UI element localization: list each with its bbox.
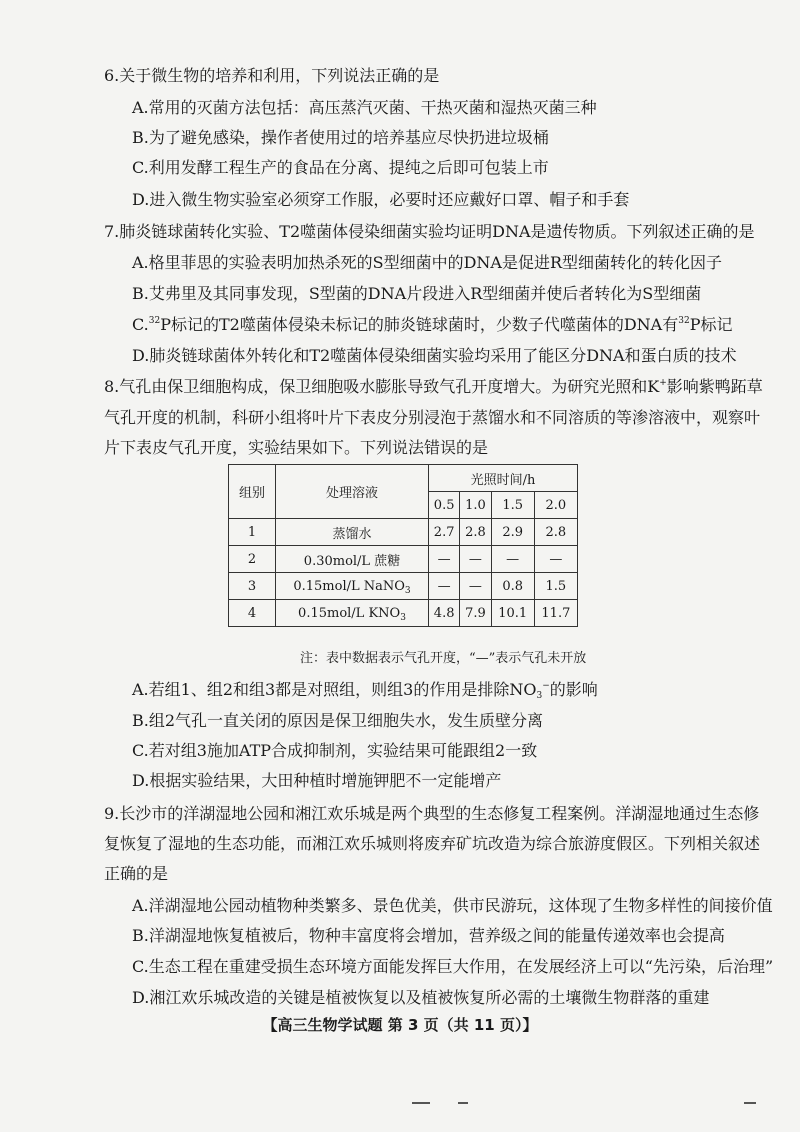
header-time-3: 2.0 [534, 492, 577, 519]
question-8-stem-line-1: 8.气孔由保卫细胞构成，保卫细胞吸水膨胀导致气孔开度增大。为研究光照和K+影响紫鸭跖草 [104, 377, 763, 396]
header-light-time: 光照时间/h [429, 465, 578, 492]
question-9-stem-line-3: 正确的是 [104, 864, 169, 883]
table-row: 2 0.30mol/L 蔗糖 — — — — [229, 546, 578, 573]
scan-mark [412, 1102, 430, 1104]
question-9-option-b: B.洋湖湿地恢复植被后，物种丰富度将会增加，营养级之间的能量传递效率也会提高 [132, 926, 725, 945]
question-9-option-c: C.生态工程在重建受损生态环境方面能发挥巨大作用，在发展经济上可以“先污染，后治理” [132, 957, 774, 976]
scan-mark [458, 1102, 468, 1104]
question-6-option-d: D.进入微生物实验室必须穿工作服，必要时还应戴好口罩、帽子和手套 [132, 190, 630, 209]
question-7-option-a: A.格里菲思的实验表明加热杀死的S型细菌中的DNA是促进R型细菌转化的转化因子 [132, 253, 723, 272]
table-row: 3 0.15mol/L NaNO$_3$ — — 0.8 1.5 [229, 573, 578, 600]
page-footer: 【高三生物学试题 第 3 页（共 11 页）】 [262, 1016, 538, 1034]
question-7-option-b: B.艾弗里及其同事发现，S型菌的DNA片段进入R型细菌并使后者转化为S型细菌 [132, 284, 702, 303]
question-9-stem-line-2: 复恢复了湿地的生态功能，而湘江欢乐城则将废弃矿坑改造为综合旅游度假区。下列相关叙述 [104, 834, 761, 853]
question-8-option-a: A.若组1、组2和组3都是对照组，则组3的作用是排除$NO_3^-$的影响 [132, 680, 598, 701]
question-8-option-d: D.根据实验结果，大田种植时增施钾肥不一定能增产 [132, 771, 502, 790]
header-time-2: 1.5 [491, 492, 534, 519]
table-row: 1 蒸馏水 2.7 2.8 2.9 2.8 [229, 519, 578, 546]
table-row: 4 0.15mol/L $KNO_3$ 4.8 7.9 10.1 11.7 [229, 600, 578, 627]
question-6-option-b: B.为了避免感染，操作者使用过的培养基应尽快扔进垃圾桶 [132, 128, 549, 147]
question-9-option-a: A.洋湖湿地公园动植物种类繁多、景色优美，供市民游玩，这体现了生物多样性的间接价值 [132, 896, 773, 915]
header-group: 组别 [229, 465, 276, 519]
question-8-stem-line-2: 气孔开度的机制，科研小组将叶片下表皮分别浸泡于蒸馏水和不同溶质的等渗溶液中，观察叶 [104, 408, 761, 427]
question-7-option-d: D.肺炎链球菌体外转化和T2噬菌体侵染细菌实验均采用了能区分DNA和蛋白质的技术 [132, 346, 737, 365]
question-8-option-b: B.组2气孔一直关闭的原因是保卫细胞失水，发生质壁分离 [132, 711, 544, 730]
header-time-0: 0.5 [429, 492, 460, 519]
stomata-results-table [228, 464, 578, 627]
question-6-option-c: C.利用发酵工程生产的食品在分离、提纯之后即可包装上市 [132, 158, 549, 177]
question-8-option-c: C.若对组3施加ATP合成抑制剂，实验结果可能跟组2一致 [132, 741, 538, 760]
question-7-option-c: C.$^{32}$P标记的T2噬菌体侵染未标记的肺炎链球菌时，少数子代噬菌体的DNA有$^{32}$P标记 [132, 315, 733, 334]
question-7-stem: 7.肺炎链球菌转化实验、T2噬菌体侵染细菌实验均证明DNA是遗传物质。下列叙述正确的是 [104, 222, 755, 241]
question-8-stem-line-3: 片下表皮气孔开度，实验结果如下。下列说法错误的是 [104, 438, 489, 457]
question-6-option-a: A.常用的灭菌方法包括：高压蒸汽灭菌、干热灭菌和湿热灭菌三种 [132, 98, 597, 117]
question-9-stem-line-1: 9.长沙市的洋湖湿地公园和湘江欢乐城是两个典型的生态修复工程案例。洋湖湿地通过生态修 [104, 804, 760, 823]
scan-mark [744, 1102, 756, 1104]
header-solution: 处理溶液 [276, 465, 429, 519]
question-6-stem: 6.关于微生物的培养和利用，下列说法正确的是 [104, 66, 440, 85]
question-9-option-d: D.湘江欢乐城改造的关键是植被恢复以及植被恢复所必需的土壤微生物群落的重建 [132, 988, 710, 1007]
header-time-1: 1.0 [460, 492, 491, 519]
table-note: 注：表中数据表示气孔开度，“—”表示气孔未开放 [300, 651, 587, 666]
